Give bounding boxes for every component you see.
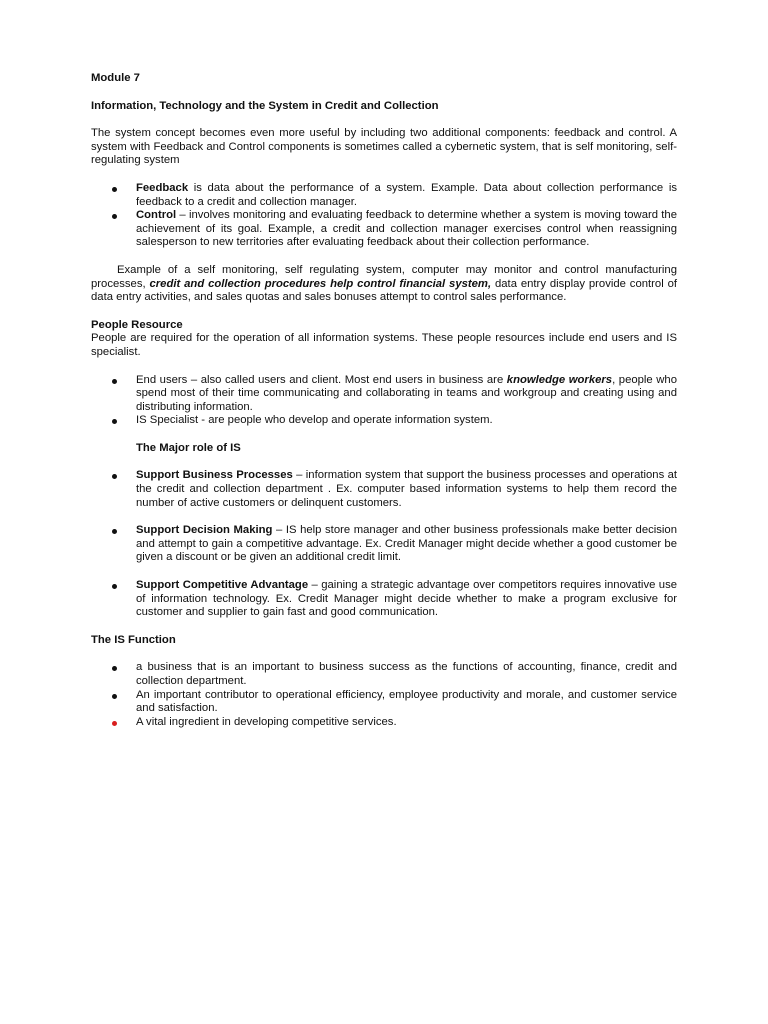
list-item-is-specialist [91, 414, 677, 428]
list-item-function [91, 716, 677, 730]
bullet-icon [112, 584, 117, 589]
end-users-text-end: , people who spend most of their time communicating and collaborating in teams and workgroup and creating using and distributing information. [136, 373, 677, 413]
list-item-function [91, 689, 677, 716]
bullet-icon [112, 666, 117, 671]
example-text-start: Example of a self monitoring, self regulating system, computer may monitor and control manufacturing processes, [91, 263, 677, 290]
role-text: – IS help store manager and other business professionals make better decision and attempt to gain a competitive advantage. Ex. Credit Manager might decide whether a good customer be given a discount or be given an additional credit limit. [136, 524, 677, 564]
intro-paragraph: The system concept becomes even more useful by including two additional components: feedback and control. A system with Feedback and Control components is sometimes called a cybernetic system, that is self monitoring, self-regulating system [91, 127, 677, 167]
bullet-icon [112, 419, 117, 424]
roles-list [91, 469, 677, 619]
list-item-role [91, 579, 677, 620]
is-specialist-text: IS Specialist - are people who develop and operate information system. [136, 414, 493, 427]
term-feedback: Feedback [136, 181, 189, 194]
bullet-icon [112, 214, 117, 219]
people-heading: People Resource [91, 318, 183, 331]
control-text: – involves monitoring and evaluating feedback to determine whether a system is moving toward the achievement of its goal. Example, a credit and collection manager exercises control when reassigning salesperson to new territories after evaluating feedback about their collection performance. [136, 209, 677, 249]
functions-list [91, 661, 677, 729]
people-paragraph: People are required for the operation of all information systems. These people resources include end users and IS specialist. [91, 332, 677, 358]
role-term: Support Decision Making [136, 524, 273, 537]
red-bullet-icon [112, 721, 117, 726]
end-users-text-start: End users – also called users and client. Most end users in business are [136, 373, 507, 386]
feedback-control-list [91, 182, 677, 250]
module-title: Module 7 [91, 72, 140, 84]
example-text-end: data entry display provide control of data entry activities, and sales quotas and sales bonuses attempt to control sales performance. [91, 277, 678, 304]
bullet-icon [112, 379, 117, 384]
list-item-end-users [91, 374, 677, 415]
list-item-function [91, 661, 677, 688]
example-paragraph [91, 264, 677, 305]
function-text: a business that is an important to business success as the functions of accounting, finance, credit and collection department. [136, 661, 677, 687]
role-term: Support Competitive Advantage [136, 579, 309, 592]
role-term: Support Business Processes [136, 469, 293, 482]
is-function-heading: The IS Function [91, 633, 176, 646]
role-text: – information system that support the business processes and operations at the credit and collection department . Ex. computer based information systems to help them record the number of active customers or delinquent customers. [136, 469, 677, 509]
role-text: – gaining a strategic advantage over competitors requires innovative use of information technology. Ex. Credit Manager might decide whether to make a program exclusive for customer and supplier to gain fast and good communication. [136, 579, 678, 619]
people-list [91, 374, 677, 428]
major-role-heading: The Major role of IS [136, 441, 241, 454]
list-item-role [91, 469, 677, 510]
bullet-icon [112, 694, 117, 699]
term-control: Control [136, 209, 177, 222]
document-page [91, 72, 677, 729]
list-item-role [91, 524, 677, 565]
feedback-text: is data about the performance of a system. Example. Data about collection performance is feedback to a credit and collection manager. [136, 181, 677, 208]
example-emphasis: credit and collection procedures help control financial system, [149, 277, 492, 290]
list-item-feedback [91, 182, 677, 209]
function-text: An important contributor to operational efficiency, employee productivity and morale, and customer service and satisfaction. [136, 688, 677, 715]
bullet-icon [112, 529, 117, 534]
list-item-control [91, 209, 677, 250]
bullet-icon [112, 474, 117, 479]
bullet-icon [112, 187, 117, 192]
section-heading: Information, Technology and the System in Credit and Collection [91, 99, 439, 112]
end-users-emphasis: knowledge workers [506, 373, 613, 386]
function-text: A vital ingredient in developing competitive services. [136, 715, 397, 728]
